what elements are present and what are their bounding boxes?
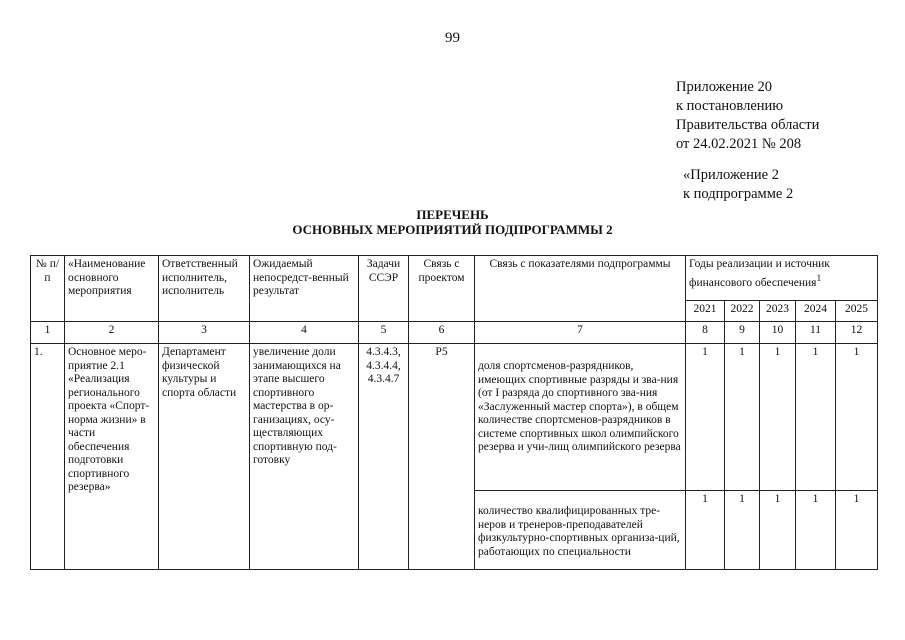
year-2024: 2024 [796, 301, 836, 322]
column-number: 11 [796, 322, 836, 344]
indicator-value: 1 [760, 344, 796, 491]
page-number: 99 [445, 30, 460, 46]
indicator-value: 1 [796, 491, 836, 570]
measures-table [30, 255, 878, 570]
year-2022: 2022 [725, 301, 760, 322]
year-2021: 2021 [686, 301, 725, 322]
annex-block [676, 78, 819, 154]
year-2023: 2023 [760, 301, 796, 322]
column-number: 4 [250, 322, 359, 344]
row-name: Основное меро-приятие 2.1 «Реализация регионального проекта «Спорт-норма жизни» в части обеспечения подготовки спортивного резерва» [65, 344, 159, 570]
column-number: 10 [760, 322, 796, 344]
indicator-text: количество квалифицированных тре-неров и тренеров-преподавателей физкультурно-спортивных организа-ций, работающих по специальности [475, 491, 686, 570]
column-number: 7 [475, 322, 686, 344]
header-expected: Ожидаемый непосредст-венный результат [250, 256, 359, 322]
row-project: Р5 [409, 344, 475, 570]
column-number: 1 [31, 322, 65, 344]
column-number: 9 [725, 322, 760, 344]
annex-line: от 24.02.2021 № 208 [676, 136, 802, 152]
row-expected: увеличение доли занимающихся на этапе высшего спортивного мастерства в ор-ганизациях, осу-ществляющих спортивную под-готовку [250, 344, 359, 570]
indicator-value: 1 [686, 491, 725, 570]
indicator-value: 1 [836, 491, 878, 570]
annex-line: Правительства области [676, 117, 820, 133]
row-num: 1. [31, 344, 65, 570]
row-responsible: Департамент физической культуры и спорта области [159, 344, 250, 570]
indicator-value: 1 [836, 344, 878, 491]
column-number: 8 [686, 322, 725, 344]
header-years-footnote: 1 [816, 272, 822, 284]
indicator-value: 1 [760, 491, 796, 570]
title-line-2: ОСНОВНЫХ МЕРОПРИЯТИЙ ПОДПРОГРАММЫ 2 [292, 222, 613, 237]
annex2-line: к подпрограмме 2 [683, 186, 794, 202]
header-project: Связь с проектом [409, 256, 475, 322]
column-number: 2 [65, 322, 159, 344]
column-number: 6 [409, 322, 475, 344]
indicator-value: 1 [796, 344, 836, 491]
table-row [31, 344, 878, 491]
indicator-value: 1 [725, 491, 760, 570]
header-years-text: Годы реализации и источник финансового обеспечения [689, 258, 830, 289]
annex2-line: «Приложение 2 [683, 167, 779, 183]
annex2-block [683, 166, 793, 204]
column-number: 5 [359, 322, 409, 344]
header-responsible: Ответственный исполнитель, исполнитель [159, 256, 250, 322]
row-tasks: 4.3.4.3, 4.3.4.4, 4.3.4.7 [359, 344, 409, 570]
header-row [31, 256, 878, 301]
header-tasks: Задачи ССЭР [359, 256, 409, 322]
title-line-1: ПЕРЕЧЕНЬ [416, 207, 489, 222]
header-name: «Наименование основного мероприятия [65, 256, 159, 322]
year-2025: 2025 [836, 301, 878, 322]
indicator-value: 1 [725, 344, 760, 491]
header-indicators: Связь с показателями подпрограммы [475, 256, 686, 322]
column-number: 12 [836, 322, 878, 344]
indicator-text: доля спортсменов-разрядников, имеющих спортивные разряды и зва-ния (от I разряда до спортивного зва-ния «Заслуженный мастер спорта»), в общем количестве спортсменов-разрядников в системе спортивных школ олимпийского резерва и учи-лищ олимпийского резерва [475, 344, 686, 491]
annex-line: Приложение 20 [676, 79, 772, 95]
annex-line: к постановлению [676, 98, 784, 114]
column-number: 3 [159, 322, 250, 344]
header-num: № п/п [31, 256, 65, 322]
document-title [0, 207, 905, 237]
header-years-group [686, 256, 878, 301]
column-numbers-row [31, 322, 878, 344]
indicator-value: 1 [686, 344, 725, 491]
